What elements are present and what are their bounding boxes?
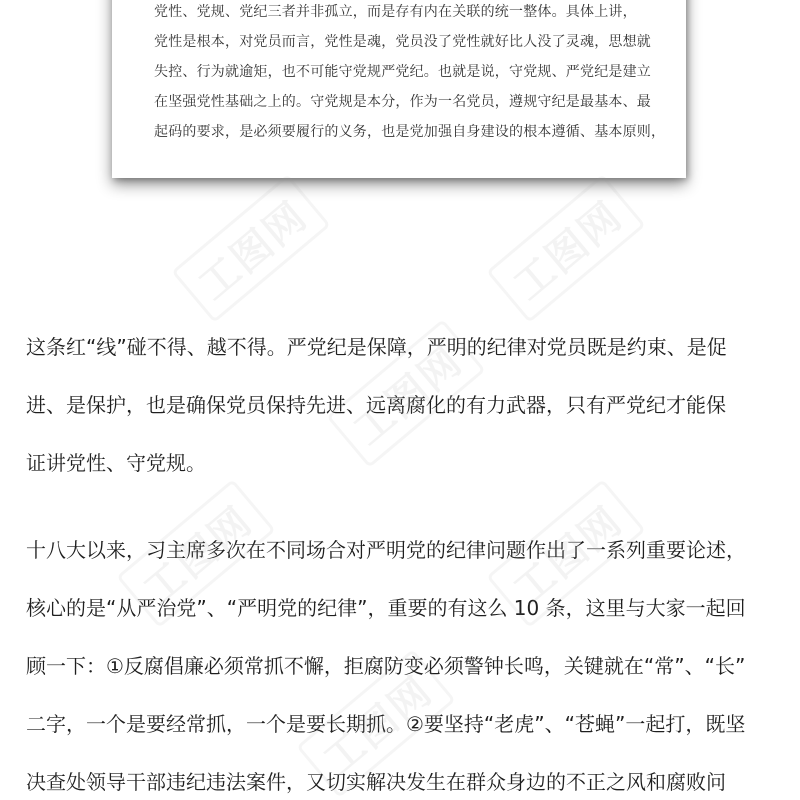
- paragraph-2: [26, 521, 778, 800]
- text-line: 决查处领导干部违纪违法案件，又切实解决发生在群众身边的不正之风和腐败问: [26, 770, 726, 794]
- article-body: [26, 318, 778, 800]
- text-line: 顾一下：①反腐倡廉必须常抓不懈，拒腐防变必须警钟长鸣，关键就在“常”、“长”: [26, 654, 746, 678]
- watermark: 工图网: [296, 649, 456, 798]
- text-line: 进、是保护，也是确保党员保持先进、远离腐化的有力武器，只有严党纪才能保: [26, 393, 726, 417]
- paragraph-1: [26, 318, 778, 492]
- text-line: 证讲党性、守党规。: [26, 451, 206, 475]
- document-image-line: 党性是根本，对党员而言，党性是魂，党员没了党性就好比人没了灵魂，思想就: [154, 34, 651, 50]
- text-line: 这条红“线”碰不得、越不得。严党纪是保障，严明的纪律对党员既是约束、是促: [26, 335, 727, 359]
- text-line: 二字，一个是要经常抓，一个是要长期抓。②要坚持“老虎”、“苍蝇”一起打，既坚: [26, 712, 746, 736]
- document-image-text: [154, 0, 666, 147]
- document-image-line: 起码的要求，是必须要履行的义务，也是党加强自身建设的根本遵循、基本原则，: [154, 124, 666, 140]
- document-image-line: 党性、党规、党纪三者并非孤立，而是存有内在关联的统一整体。具体上讲，: [154, 4, 637, 20]
- document-image-card: [112, 0, 686, 178]
- document-image-line: 失控、行为就逾矩，也不可能守党规严党纪。也就是说，守党规、严党纪是建立: [154, 64, 651, 80]
- watermark: 工图网: [486, 174, 646, 323]
- watermark: 工图网: [326, 319, 486, 468]
- text-line: 十八大以来，习主席多次在不同场合对严明党的纪律问题作出了一系列重要论述，: [26, 538, 746, 562]
- watermark: 工图网: [116, 479, 276, 628]
- watermark: 工图网: [486, 479, 646, 628]
- document-image-line: 在坚强党性基础之上的。守党规是本分，作为一名党员，遵规守纪是最基本、最: [154, 94, 651, 110]
- watermark: 工图网: [171, 174, 331, 323]
- text-line: 核心的是“从严治党”、“严明党的纪律”，重要的有这么 10 条，这里与大家一起回: [26, 596, 746, 620]
